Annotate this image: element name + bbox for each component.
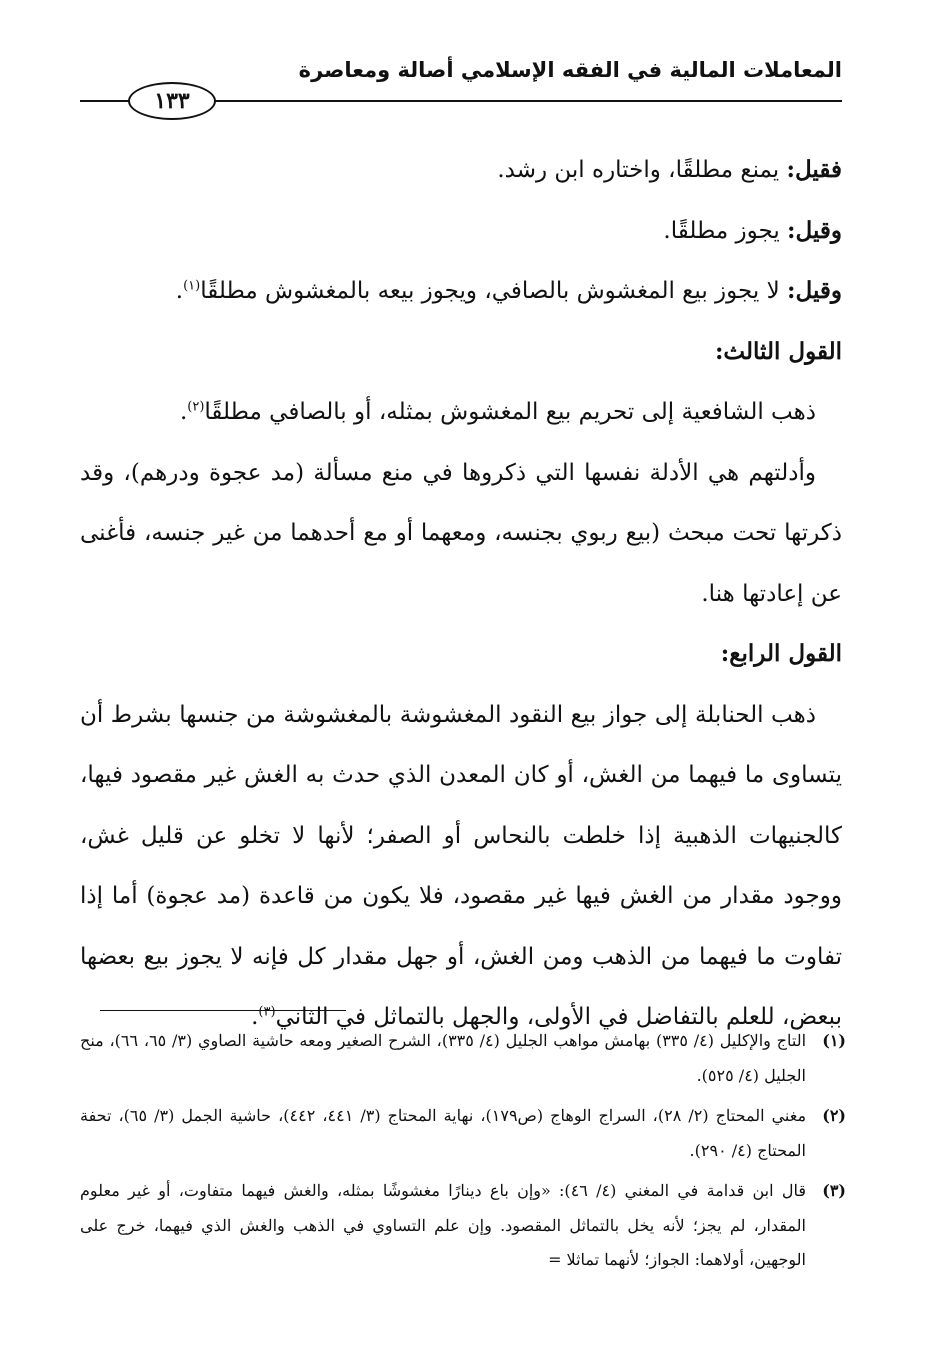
section-heading-third: القول الثالث:	[714, 337, 842, 365]
footnote-text: مغني المحتاج (٢/ ٢٨)، السراج الوهاج (ص١٧٩)، نهاية المحتاج (٣/ ٤٤١، ٤٤٢)، حاشية الجمل (٣/ ٦٥)، تحفة المحتاج (٤/ ٢٩٠).	[80, 1106, 807, 1160]
footnote-3	[80, 1174, 846, 1278]
sentence-end: .	[175, 278, 184, 304]
opinion-text: لا يجوز بيع المغشوش بالصافي، ويجوز بيعه بالمغشوش مطلقًا	[200, 278, 788, 304]
opinion-label: وقيل:	[787, 277, 842, 304]
footnote-number: (٣)	[822, 1181, 846, 1200]
page-number: ١٣٣	[128, 82, 216, 120]
opinion-text: يجوز مطلقًا.	[663, 217, 788, 244]
main-text	[80, 140, 842, 1048]
footnote-2	[80, 1099, 846, 1168]
sentence-end: .	[251, 1004, 259, 1030]
paragraph-opinion-2	[80, 201, 842, 262]
footnote-ref: (٣)	[258, 1004, 276, 1020]
footnote-number: (٢)	[822, 1106, 846, 1125]
footnote-number: (١)	[822, 1031, 846, 1050]
paragraph-evidence: وأدلتهم هي الأدلة نفسها التي ذكروها في منع مسألة (مد عجوة ودرهم)، وقد ذكرتها تحت مبحث (بيع ربوي بجنسه، ومعهما أو مع أحدهما من غير جنسه، فأغنى عن إعادتها هنا.	[80, 459, 842, 607]
footnote-text: قال ابن قدامة في المغني (٤/ ٤٦): «وإن باع دينارًا مغشوشًا بمثله، والغش فيهما متفاوت، أو غير معلوم المقدار، لم يجز؛ لأنه يخل بالتماثل المقصود. وإن علم التساوي في الذهب والغش الذي فيهما، خرج على الوجهين، أولاهما: الجواز؛ لأنهما تماثلا =	[80, 1181, 806, 1269]
footnote-separator	[100, 1010, 346, 1011]
paragraph-opinion-3	[80, 261, 842, 322]
opinion-text: يمنع مطلقًا، واختاره ابن رشد.	[497, 157, 787, 183]
opinion-label: فقيل:	[786, 156, 842, 183]
footnotes	[80, 1024, 846, 1284]
paragraph-hanbali	[80, 685, 842, 1048]
section-heading-fourth: القول الرابع:	[720, 640, 842, 667]
paragraph-text: ذهب الحنابلة إلى جواز بيع النقود المغشوشة بالمغشوشة من جنسها بشرط أن يتساوى ما فيهما من الغش، أو كان المعدن الذي حدث به الغش غير مقصود فيها، كالجنيهات الذهبية إذا خلطت بالنحاس أو الصفر؛ لأنها لا تخلو عن قليل غش، ووجود مقدار من الغش فيها غير مقصود، فلا يكون من قاعدة (مد عجوة) أما إذا تفاوت ما فيهما من الذهب ومن الغش، أو جهل مقدار كل فإنه لا يجوز بيع بعضها ببعض، للعلم بالتفاضل في الأولى، والجهل بالتماثل في الثاني	[80, 701, 842, 1030]
sentence-end: .	[179, 399, 188, 425]
footnote-1	[80, 1024, 846, 1093]
opinion-label: وقيل:	[787, 216, 842, 244]
running-header-title: المعاملات المالية في الفقه الإسلامي أصالة ومعاصرة	[298, 58, 842, 82]
footnote-ref: (٢)	[187, 399, 205, 415]
paragraph-text: ذهب الشافعية إلى تحريم بيع المغشوش بمثله، أو بالصافي مطلقًا	[204, 399, 816, 425]
paragraph-shafii	[80, 382, 842, 443]
paragraph-opinion-1	[80, 140, 842, 201]
footnote-text: التاج والإكليل (٤/ ٣٣٥) بهامش مواهب الجليل (٤/ ٣٣٥)، الشرح الصغير ومعه حاشية الصاوي (٣/ ٦٥، ٦٦)، منح الجليل (٤/ ٥٢٥).	[80, 1031, 807, 1085]
footnote-ref: (١)	[183, 278, 201, 294]
